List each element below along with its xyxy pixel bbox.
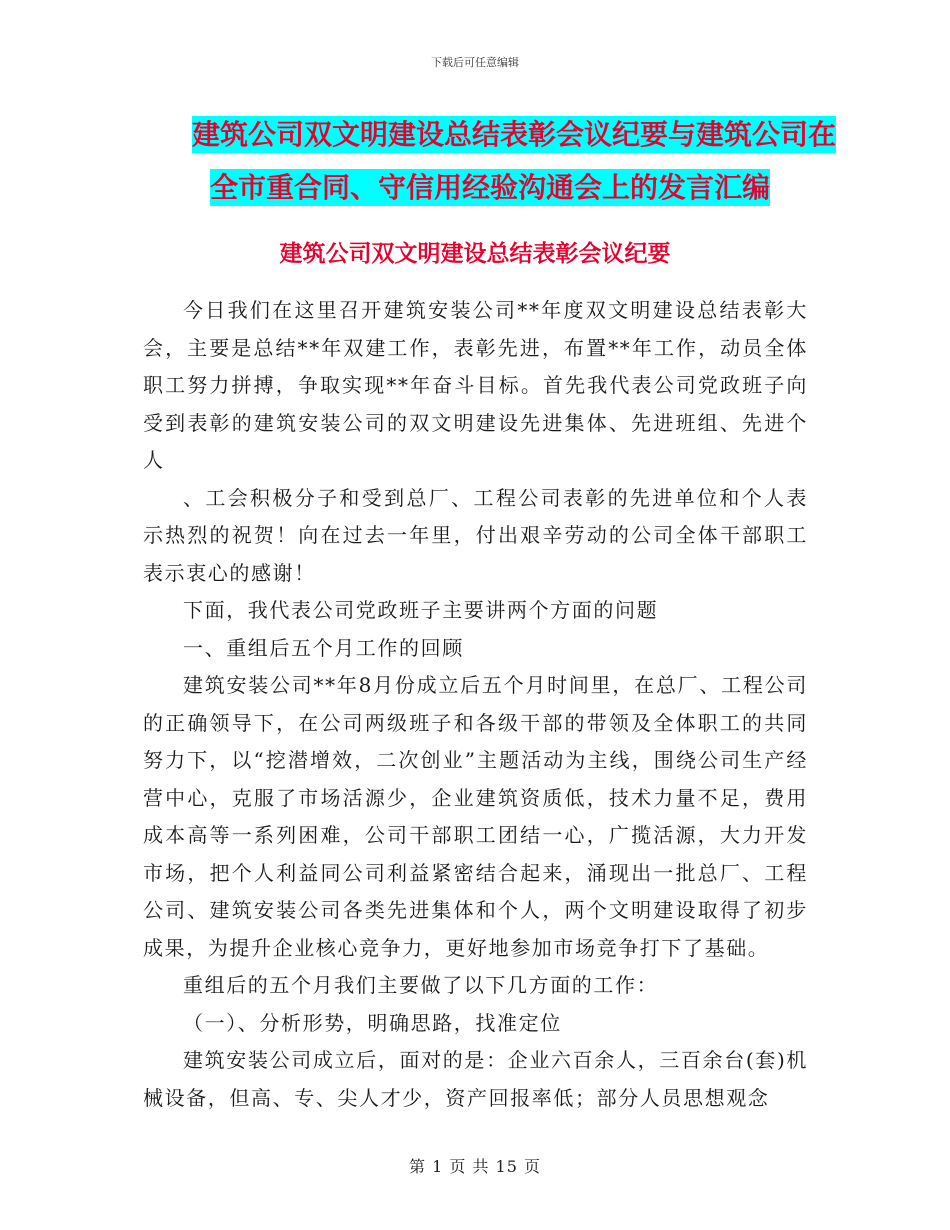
- paragraph: 建筑安装公司**年8月份成立后五个月时间里，在总厂、工程公司的正确领导下，在公司两级班子和各级干部的带领及全体职工的共同努力下，以“挖潜增效，二次创业”主题活动为主线，围绕公司生产经营中心，克服了市场活源少，企业建筑资质低，技术力量不足，费用成本高等一系列困难，公司干部职工团结一心，广揽活源，大力开发市场，把个人利益同公司利益紧密结合起来，涌现出一批总厂、工程公司、建筑安装公司各类先进集体和个人，两个文明建设取得了初步成果，为提升企业核心竞争力，更好地参加市场竞争打下了基础。: [143, 673, 808, 960]
- paragraph: 建筑安装公司成立后，面对的是：企业六百余人，三百余台(套)机械设备，但高、专、尖人才少，资产回报率低；部分人员思想观念: [143, 1048, 808, 1110]
- title-highlight-1: 建筑公司双文明建设总结表彰会议纪要与建筑公司在: [192, 118, 837, 151]
- document-body: [143, 292, 808, 1117]
- page-footer-number: 第 1 页 共 15 页: [409, 1157, 541, 1176]
- paragraph: 、工会积极分子和受到总厂、工程公司表彰的先进单位和个人表示热烈的祝贺！向在过去一年里，付出艰辛劳动的公司全体干部职工表示衷心的感谢！: [143, 485, 808, 585]
- paragraph: 重组后的五个月我们主要做了以下几方面的工作：: [183, 973, 659, 997]
- page-header-note: 下载后可任意编辑: [431, 56, 519, 69]
- document-title-line-2: [0, 161, 950, 214]
- paragraph: 今日我们在这里召开建筑安装公司**年度双文明建设总结表彰大会，主要是总结**年双建工作，表彰先进，布置**年工作，动员全体职工努力拼搏，争取实现**年奋斗目标。首先我代表公司党政班子向受到表彰的建筑安装公司的双文明建设先进集体、先进班组、先进个人: [143, 298, 808, 472]
- section-title: 建筑公司双文明建设总结表彰会议纪要: [279, 240, 671, 267]
- document-title-line-1: [0, 108, 950, 161]
- title-highlight-2: 全市重合同、守信用经验沟通会上的发言汇编: [210, 171, 771, 204]
- paragraph: 下面，我代表公司党政班子主要讲两个方面的问题: [183, 598, 659, 622]
- paragraph: 一、重组后五个月工作的回顾: [183, 635, 464, 660]
- document-title: [0, 108, 950, 214]
- paragraph: （一）、分析形势，明确思路，找准定位: [183, 1010, 562, 1035]
